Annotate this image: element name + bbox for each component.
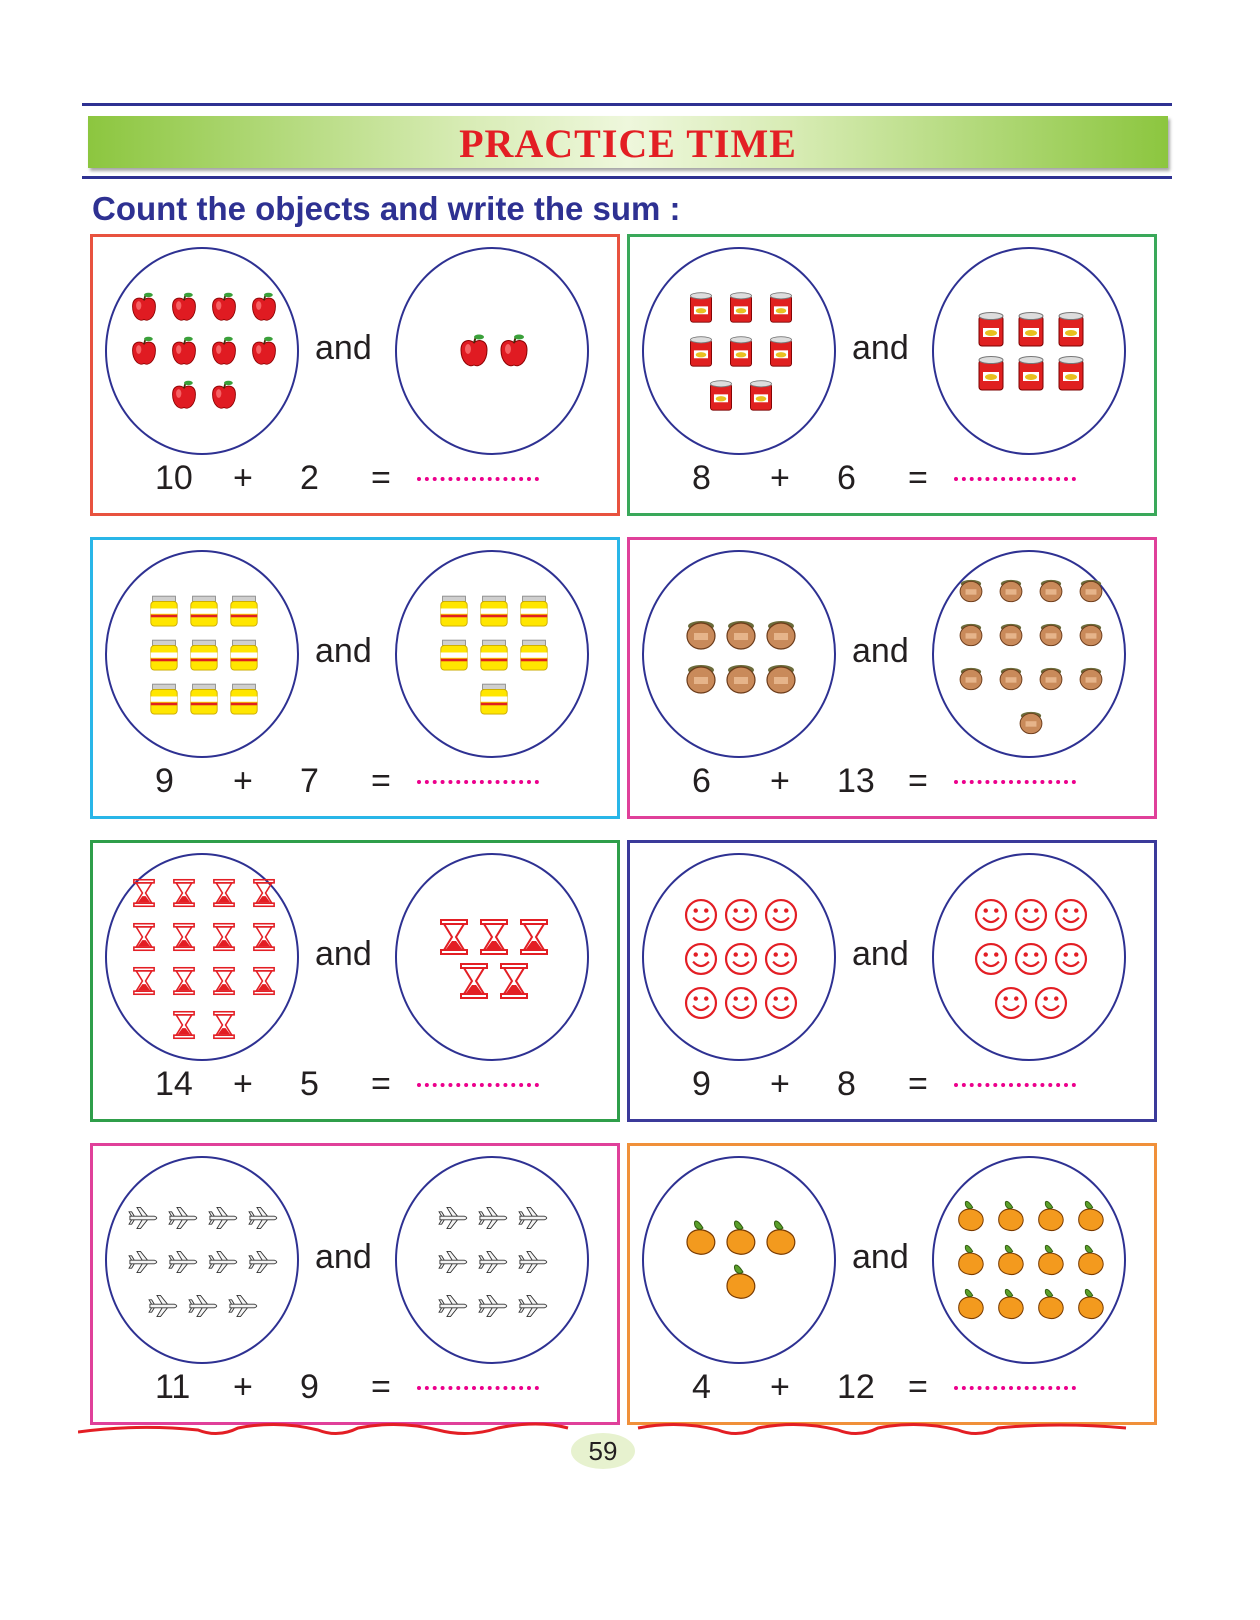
pot-icon xyxy=(1040,624,1062,646)
pot-icon xyxy=(960,580,982,602)
hourglass-icon xyxy=(214,880,234,907)
pot-icon xyxy=(687,621,715,649)
mustard-jar-icon xyxy=(231,684,257,714)
mango-icon xyxy=(959,1245,983,1274)
object-group xyxy=(107,249,301,457)
addend-second: 8 xyxy=(837,1065,856,1103)
smiley-icon xyxy=(726,900,756,930)
apple-icon xyxy=(173,293,196,321)
apple-icon xyxy=(213,337,236,365)
airplane-icon xyxy=(229,1295,257,1316)
pot-icon xyxy=(1080,668,1102,690)
mustard-jar-icon xyxy=(191,684,217,714)
object-group xyxy=(397,855,591,1063)
hourglass-icon xyxy=(214,924,234,951)
apple-icon xyxy=(173,337,196,365)
soup-can-icon xyxy=(979,357,1003,391)
page-number: 59 xyxy=(571,1433,635,1469)
object-group xyxy=(397,249,591,457)
mustard-jar-icon xyxy=(151,596,177,626)
and-label: and xyxy=(315,329,372,367)
and-label: and xyxy=(852,935,909,973)
plus-sign: + xyxy=(233,459,253,497)
pot-icon xyxy=(1000,624,1022,646)
smiley-icon xyxy=(976,944,1006,974)
mango-icon xyxy=(1079,1201,1103,1230)
hourglass-icon xyxy=(134,968,154,995)
mustard-jar-icon xyxy=(521,596,547,626)
soup-can-icon xyxy=(710,381,731,410)
and-label: and xyxy=(852,1238,909,1276)
smiley-icon xyxy=(1036,988,1066,1018)
pot-icon xyxy=(1020,712,1042,734)
hourglass-icon xyxy=(214,1012,234,1039)
apple-icon xyxy=(213,381,236,409)
smiley-icon xyxy=(996,988,1026,1018)
airplane-icon xyxy=(439,1207,467,1228)
mango-icon xyxy=(1079,1245,1103,1274)
addend-first: 9 xyxy=(692,1065,711,1103)
apple-icon xyxy=(461,335,487,366)
equals-sign: = xyxy=(908,1065,928,1103)
group-circle-right xyxy=(395,1156,589,1364)
addend-second: 7 xyxy=(300,762,319,800)
hourglass-icon xyxy=(134,880,154,907)
group-circle-left xyxy=(642,1156,836,1364)
group-circle-right xyxy=(932,853,1126,1061)
hourglass-icon xyxy=(254,968,274,995)
smiley-icon xyxy=(686,944,716,974)
mustard-jar-icon xyxy=(441,640,467,670)
hourglass-icon xyxy=(481,920,507,954)
pot-icon xyxy=(767,665,795,693)
and-label: and xyxy=(315,935,372,973)
answer-blank[interactable] xyxy=(954,780,1076,784)
group-circle-right xyxy=(932,1156,1126,1364)
pot-icon xyxy=(727,621,755,649)
mustard-jar-icon xyxy=(191,596,217,626)
airplane-icon xyxy=(169,1207,197,1228)
hourglass-icon xyxy=(134,924,154,951)
pot-icon xyxy=(1000,668,1022,690)
smiley-icon xyxy=(976,900,1006,930)
addend-first: 4 xyxy=(692,1368,711,1406)
hourglass-icon xyxy=(174,1012,194,1039)
addend-second: 5 xyxy=(300,1065,319,1103)
group-circle-right xyxy=(395,247,589,455)
pot-icon xyxy=(1000,580,1022,602)
mango-icon xyxy=(999,1289,1023,1318)
hourglass-icon xyxy=(461,964,487,998)
smiley-icon xyxy=(1016,944,1046,974)
hourglass-icon xyxy=(441,920,467,954)
mustard-jar-icon xyxy=(151,640,177,670)
pot-icon xyxy=(960,668,982,690)
hourglass-icon xyxy=(174,968,194,995)
soup-can-icon xyxy=(690,293,711,322)
mango-icon xyxy=(999,1201,1023,1230)
problem-card xyxy=(627,840,1157,1122)
mango-icon xyxy=(1039,1201,1063,1230)
hourglass-icon xyxy=(521,920,547,954)
soup-can-icon xyxy=(1019,313,1043,347)
group-circle-left xyxy=(105,853,299,1061)
pot-icon xyxy=(1080,624,1102,646)
addend-second: 9 xyxy=(300,1368,319,1406)
hourglass-icon xyxy=(174,924,194,951)
answer-blank[interactable] xyxy=(954,477,1076,481)
mango-icon xyxy=(959,1289,983,1318)
mustard-jar-icon xyxy=(151,684,177,714)
airplane-icon xyxy=(479,1295,507,1316)
equals-sign: = xyxy=(371,459,391,497)
mustard-jar-icon xyxy=(231,596,257,626)
group-circle-right xyxy=(395,550,589,758)
mango-icon xyxy=(999,1245,1023,1274)
object-group xyxy=(107,855,301,1063)
airplane-icon xyxy=(249,1251,277,1272)
group-circle-left xyxy=(105,247,299,455)
answer-blank[interactable] xyxy=(954,1083,1076,1087)
apple-icon xyxy=(253,293,276,321)
soup-can-icon xyxy=(690,337,711,366)
addend-first: 9 xyxy=(155,762,174,800)
instruction-text: Count the objects and write the sum : xyxy=(92,190,681,227)
airplane-icon xyxy=(209,1207,237,1228)
group-circle-right xyxy=(932,550,1126,758)
problem-card xyxy=(90,537,620,819)
and-label: and xyxy=(852,329,909,367)
addend-second: 6 xyxy=(837,459,856,497)
problem-card xyxy=(627,234,1157,516)
and-label: and xyxy=(852,632,909,670)
object-group xyxy=(934,552,1128,760)
object-group xyxy=(644,249,838,457)
page-title: PRACTICE TIME xyxy=(459,121,797,166)
plus-sign: + xyxy=(233,762,253,800)
problem-card xyxy=(90,840,620,1122)
soup-can-icon xyxy=(750,381,771,410)
airplane-icon xyxy=(129,1207,157,1228)
soup-can-icon xyxy=(770,293,791,322)
airplane-icon xyxy=(479,1251,507,1272)
object-group xyxy=(934,855,1128,1063)
hourglass-icon xyxy=(254,880,274,907)
plus-sign: + xyxy=(770,1368,790,1406)
mustard-jar-icon xyxy=(231,640,257,670)
pot-icon xyxy=(960,624,982,646)
and-label: and xyxy=(315,1238,372,1276)
object-group xyxy=(644,552,838,760)
mango-icon xyxy=(1039,1289,1063,1318)
group-circle-right xyxy=(932,247,1126,455)
smiley-icon xyxy=(726,988,756,1018)
addend-first: 11 xyxy=(155,1368,191,1406)
problem-card xyxy=(627,537,1157,819)
airplane-icon xyxy=(479,1207,507,1228)
airplane-icon xyxy=(129,1251,157,1272)
smiley-icon xyxy=(1056,900,1086,930)
object-group xyxy=(934,1158,1128,1366)
addend-second: 2 xyxy=(300,459,319,497)
mustard-jar-icon xyxy=(481,684,507,714)
airplane-icon xyxy=(169,1251,197,1272)
group-circle-left xyxy=(105,1156,299,1364)
plus-sign: + xyxy=(233,1368,253,1406)
addend-first: 6 xyxy=(692,762,711,800)
addend-first: 10 xyxy=(155,459,193,497)
and-label: and xyxy=(315,632,372,670)
soup-can-icon xyxy=(979,313,1003,347)
group-circle-left xyxy=(642,853,836,1061)
plus-sign: + xyxy=(770,459,790,497)
mango-icon xyxy=(1039,1245,1063,1274)
addend-second: 13 xyxy=(837,762,875,800)
soup-can-icon xyxy=(730,337,751,366)
group-circle-left xyxy=(105,550,299,758)
mango-icon xyxy=(727,1221,755,1254)
bottom-rule xyxy=(82,176,1172,179)
mango-icon xyxy=(767,1221,795,1254)
addend-second: 12 xyxy=(837,1368,875,1406)
mustard-jar-icon xyxy=(481,640,507,670)
object-group xyxy=(397,1158,591,1366)
mango-icon xyxy=(959,1201,983,1230)
object-group xyxy=(934,249,1128,457)
pot-icon xyxy=(1040,580,1062,602)
hourglass-icon xyxy=(214,968,234,995)
soup-can-icon xyxy=(1059,313,1083,347)
smiley-icon xyxy=(766,988,796,1018)
title-banner xyxy=(88,116,1168,168)
airplane-icon xyxy=(519,1207,547,1228)
airplane-icon xyxy=(439,1295,467,1316)
equals-sign: = xyxy=(908,762,928,800)
answer-blank[interactable] xyxy=(417,1386,539,1390)
answer-blank[interactable] xyxy=(417,780,539,784)
group-circle-left xyxy=(642,550,836,758)
problem-card xyxy=(90,1143,620,1425)
pot-icon xyxy=(687,665,715,693)
soup-can-icon xyxy=(1019,357,1043,391)
answer-blank[interactable] xyxy=(417,477,539,481)
smiley-icon xyxy=(766,944,796,974)
soup-can-icon xyxy=(730,293,751,322)
plus-sign: + xyxy=(770,762,790,800)
object-group xyxy=(644,855,838,1063)
mustard-jar-icon xyxy=(191,640,217,670)
mustard-jar-icon xyxy=(441,596,467,626)
equals-sign: = xyxy=(371,1368,391,1406)
soup-can-icon xyxy=(1059,357,1083,391)
object-group xyxy=(644,1158,838,1366)
mango-icon xyxy=(727,1265,755,1298)
object-group xyxy=(397,552,591,760)
mustard-jar-icon xyxy=(521,640,547,670)
group-circle-right xyxy=(395,853,589,1061)
pot-icon xyxy=(1040,668,1062,690)
airplane-icon xyxy=(149,1295,177,1316)
airplane-icon xyxy=(189,1295,217,1316)
group-circle-left xyxy=(642,247,836,455)
object-group xyxy=(107,552,301,760)
hourglass-icon xyxy=(174,880,194,907)
apple-icon xyxy=(501,335,527,366)
apple-icon xyxy=(133,293,156,321)
answer-blank[interactable] xyxy=(954,1386,1076,1390)
addend-first: 14 xyxy=(155,1065,193,1103)
problem-card xyxy=(627,1143,1157,1425)
plus-sign: + xyxy=(770,1065,790,1103)
apple-icon xyxy=(173,381,196,409)
airplane-icon xyxy=(519,1251,547,1272)
hourglass-icon xyxy=(501,964,527,998)
pot-icon xyxy=(727,665,755,693)
top-rule xyxy=(82,103,1172,106)
plus-sign: + xyxy=(233,1065,253,1103)
airplane-icon xyxy=(209,1251,237,1272)
smiley-icon xyxy=(686,988,716,1018)
hourglass-icon xyxy=(254,924,274,951)
pot-icon xyxy=(1080,580,1102,602)
pot-icon xyxy=(767,621,795,649)
airplane-icon xyxy=(249,1207,277,1228)
problem-card xyxy=(90,234,620,516)
smiley-icon xyxy=(766,900,796,930)
equals-sign: = xyxy=(908,459,928,497)
equals-sign: = xyxy=(908,1368,928,1406)
apple-icon xyxy=(133,337,156,365)
airplane-icon xyxy=(519,1295,547,1316)
mango-icon xyxy=(1079,1289,1103,1318)
smiley-icon xyxy=(1016,900,1046,930)
answer-blank[interactable] xyxy=(417,1083,539,1087)
apple-icon xyxy=(213,293,236,321)
equals-sign: = xyxy=(371,1065,391,1103)
mango-icon xyxy=(687,1221,715,1254)
soup-can-icon xyxy=(770,337,791,366)
apple-icon xyxy=(253,337,276,365)
mustard-jar-icon xyxy=(481,596,507,626)
airplane-icon xyxy=(439,1251,467,1272)
smiley-icon xyxy=(1056,944,1086,974)
equals-sign: = xyxy=(371,762,391,800)
object-group xyxy=(107,1158,301,1366)
smiley-icon xyxy=(686,900,716,930)
addend-first: 8 xyxy=(692,459,711,497)
smiley-icon xyxy=(726,944,756,974)
